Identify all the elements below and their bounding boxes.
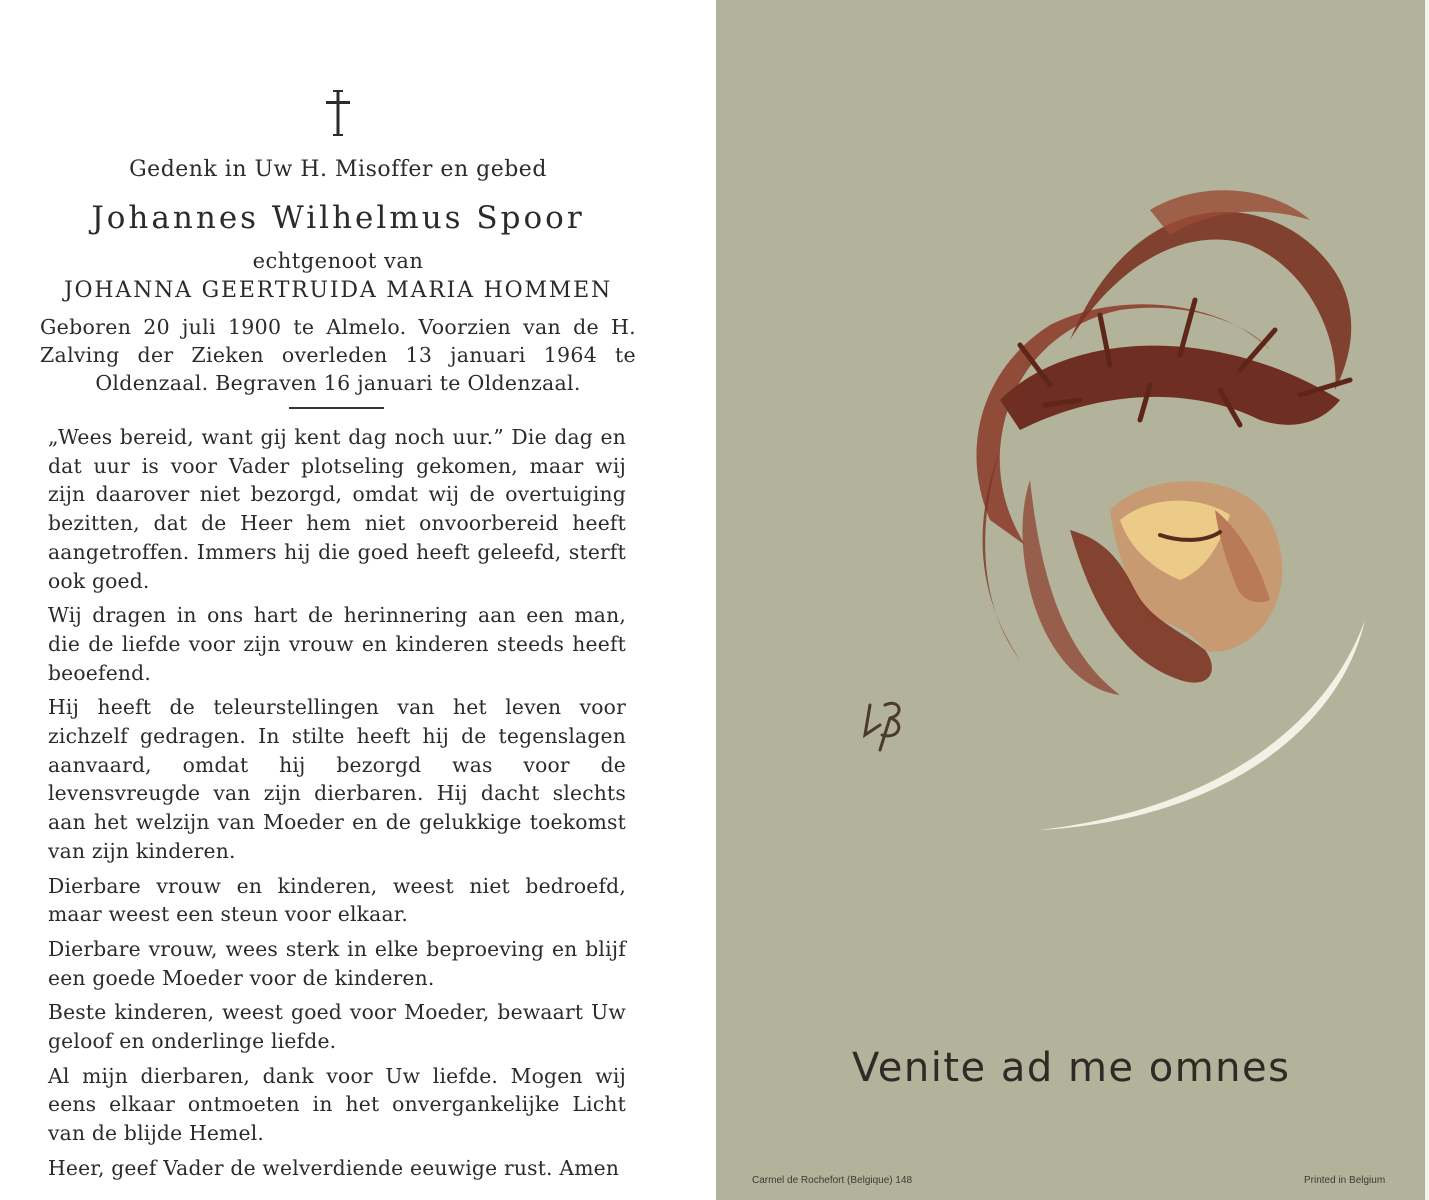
artist-signature (865, 703, 899, 750)
paragraph: Al mijn dierbaren, dank voor Uw liefde. Mogen wij eens elkaar ontmoeten in het onvergankelijke Licht van de blijde Hemel. (48, 1063, 626, 1146)
spouse-name: JOHANNA GEERTRUIDA MARIA HOMMEN (63, 278, 613, 303)
intro-line: Gedenk in Uw H. Misoffer en gebed (129, 157, 547, 182)
motto-caption: Venite ad me omnes (852, 1045, 1291, 1091)
printed-in-note: Printed in Belgium (1304, 1175, 1386, 1186)
biography: Geboren 20 juli 1900 te Almelo. Voorzien van de H. Zalving der Zieken overleden 13 januari 1964 te Oldenzaal. Begraven 16 januari te Oldenzaal. (40, 315, 636, 395)
paragraph: Heer, geef Vader de welverdiende eeuwige rust. Amen (48, 1155, 620, 1180)
paragraph: Beste kinderen, weest goed voor Moeder, bewaart Uw geloof en onderlinge liefde. (48, 1000, 626, 1054)
paragraph: Wij dragen in ons hart de herinnering aan een man, die de liefde voor zijn vrouw en kinderen steeds heeft beoefend. (48, 603, 626, 685)
publisher-imprint: Carmel de Rochefort (Belgique) 148 (752, 1175, 913, 1186)
paragraph: Dierbare vrouw, wees sterk in elke beproeving en blijf een goede Moeder voor de kinderen. (48, 936, 626, 990)
crown-of-thorns (1000, 346, 1340, 430)
deceased-name: Johannes Wilhelmus Spoor (91, 200, 585, 236)
relation-label: echtgenoot van (252, 249, 424, 273)
paragraph: Dierbare vrouw en kinderen, weest niet bedroefd, maar weest een steun voor elkaar. (48, 873, 626, 927)
divider-rule (289, 407, 384, 409)
paragraph: „Wees bereid, want gij kent dag noch uur.” Die dag en dat uur is voor Vader plotseling gekomen, maar wij zijn daarover niet bezorgd, omdat wij de overtuiging bezitten, dat de Heer hem niet onvoorbereid heeft aangetroffen. Immers hij die goed heeft geleefd, sterft ook goed. (48, 425, 626, 593)
card-edge (1425, 0, 1429, 1200)
christ-crown-of-thorns-illustration (820, 150, 1380, 850)
memorial-body (48, 423, 626, 1183)
paragraph: Hij heeft de teleurstellingen van het leven voor zichzelf gedragen. In stilte heeft hij de tegenslagen aanvaard, omdat hij bezorgd was voor de levensvreugde van zijn dierbaren. Hij dacht slechts aan het welzijn van Moeder en de gelukkige toekomst van zijn kinderen. (48, 695, 626, 863)
cross-icon (321, 88, 355, 138)
